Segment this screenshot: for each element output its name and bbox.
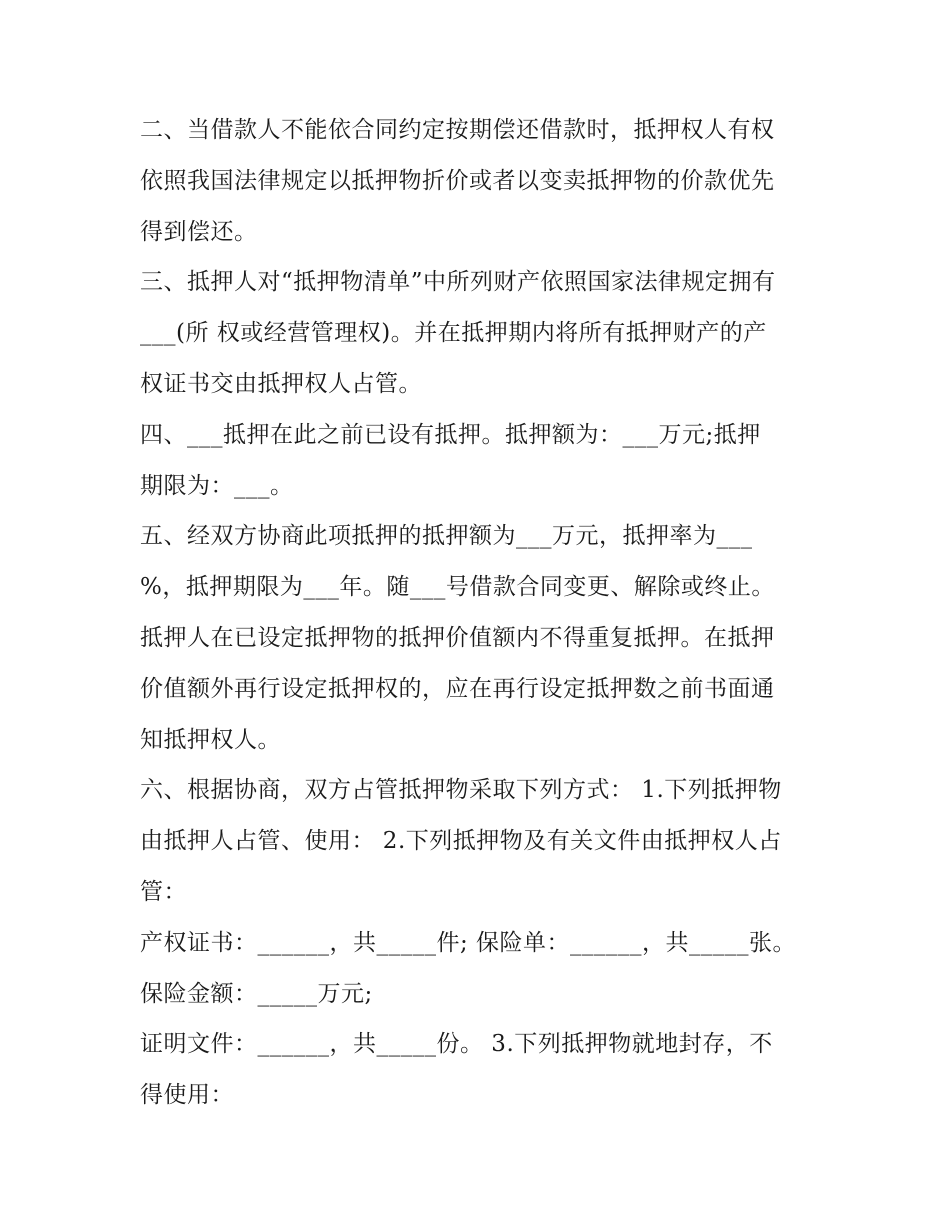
text-line: %，抵押期限为___年。随___号借款合同变更、解除或终止。 — [140, 574, 775, 601]
text-line: 三、抵押人对“抵押物清单”中所列财产依照国家法律规定拥有 — [140, 269, 776, 296]
text-line: 证明文件：______，共_____份。 3.下列抵押物就地封存，不 — [140, 1031, 773, 1058]
text-line: 由抵押人占管、使用： 2.下列抵押物及有关文件由抵押权人占 — [140, 828, 782, 855]
text-line: 价值额外再行设定抵押权的，应在再行设定抵押数之前书面通 — [140, 675, 775, 702]
text-line: 二、当借款人不能依合同约定按期偿还借款时，抵押权人有权 — [140, 117, 775, 143]
text-line: ___(所 权或经营管理权)。并在抵押期内将所有抵押财产的产 — [140, 320, 767, 347]
text-line: 得到偿还。 — [140, 218, 258, 245]
contract-clauses — [140, 105, 820, 1121]
text-line: 得使用： — [140, 1082, 234, 1109]
text-line: 五、经双方协商此项抵押的抵押额为___万元，抵押率为___ — [140, 523, 753, 550]
text-line: 保险金额：_____万元; — [140, 980, 373, 1007]
text-line: 知抵押权人。 — [140, 726, 281, 753]
text-line: 权证书交由抵押权人占管。 — [140, 370, 422, 397]
text-line: 期限为：___。 — [140, 472, 294, 499]
text-line: 产权证书：______，共_____件; 保险单：______，共_____张。 — [140, 929, 797, 956]
text-line: 六、根据协商，双方占管抵押物采取下列方式： 1.下列抵押物 — [140, 777, 782, 804]
text-line: 四、___抵押在此之前已设有抵押。抵押额为：___万元;抵押 — [140, 421, 761, 448]
text-line: 依照我国法律规定以抵押物折价或者以变卖抵押物的价款优先 — [140, 167, 775, 194]
text-line: 管： — [140, 878, 187, 905]
text-line: 抵押人在已设定抵押物的抵押价值额内不得重复抵押。在抵押 — [140, 624, 775, 651]
